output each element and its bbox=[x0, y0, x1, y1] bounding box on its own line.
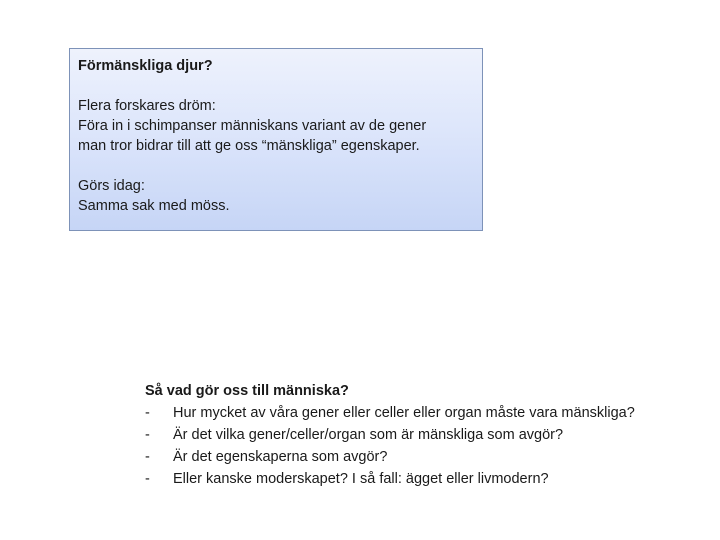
bullet-dash: - bbox=[145, 449, 150, 465]
textbox-line: man tror bidrar till att ge oss “mänskliga” egenskaper. bbox=[78, 138, 420, 154]
question-block bbox=[145, 380, 710, 490]
list-item bbox=[145, 468, 710, 490]
textbox-line: Föra in i schimpanser människans variant av de gener bbox=[78, 118, 427, 134]
textbox-line: Samma sak med möss. bbox=[78, 198, 230, 214]
info-textbox bbox=[69, 48, 483, 231]
textbox-line: Flera forskares dröm: bbox=[78, 98, 216, 114]
list-item-text: Eller kanske moderskapet? I så fall: ägget eller livmodern? bbox=[173, 471, 549, 487]
list-item bbox=[145, 402, 710, 424]
list-item-text: Hur mycket av våra gener eller celler eller organ måste vara mänskliga? bbox=[173, 405, 635, 421]
list-item bbox=[145, 424, 710, 446]
bullet-dash: - bbox=[145, 471, 150, 487]
list-item-text: Är det egenskaperna som avgör? bbox=[173, 449, 388, 465]
bullet-dash: - bbox=[145, 405, 150, 421]
textbox-title: Förmänskliga djur? bbox=[78, 58, 213, 74]
question-list bbox=[145, 402, 710, 490]
spacer bbox=[78, 156, 474, 176]
bullet-dash: - bbox=[145, 427, 150, 443]
list-item-text: Är det vilka gener/celler/organ som är mänskliga som avgör? bbox=[173, 427, 564, 443]
spacer bbox=[78, 76, 474, 96]
list-item bbox=[145, 446, 710, 468]
textbox-line: Görs idag: bbox=[78, 178, 145, 194]
question-heading: Så vad gör oss till människa? bbox=[145, 383, 349, 399]
